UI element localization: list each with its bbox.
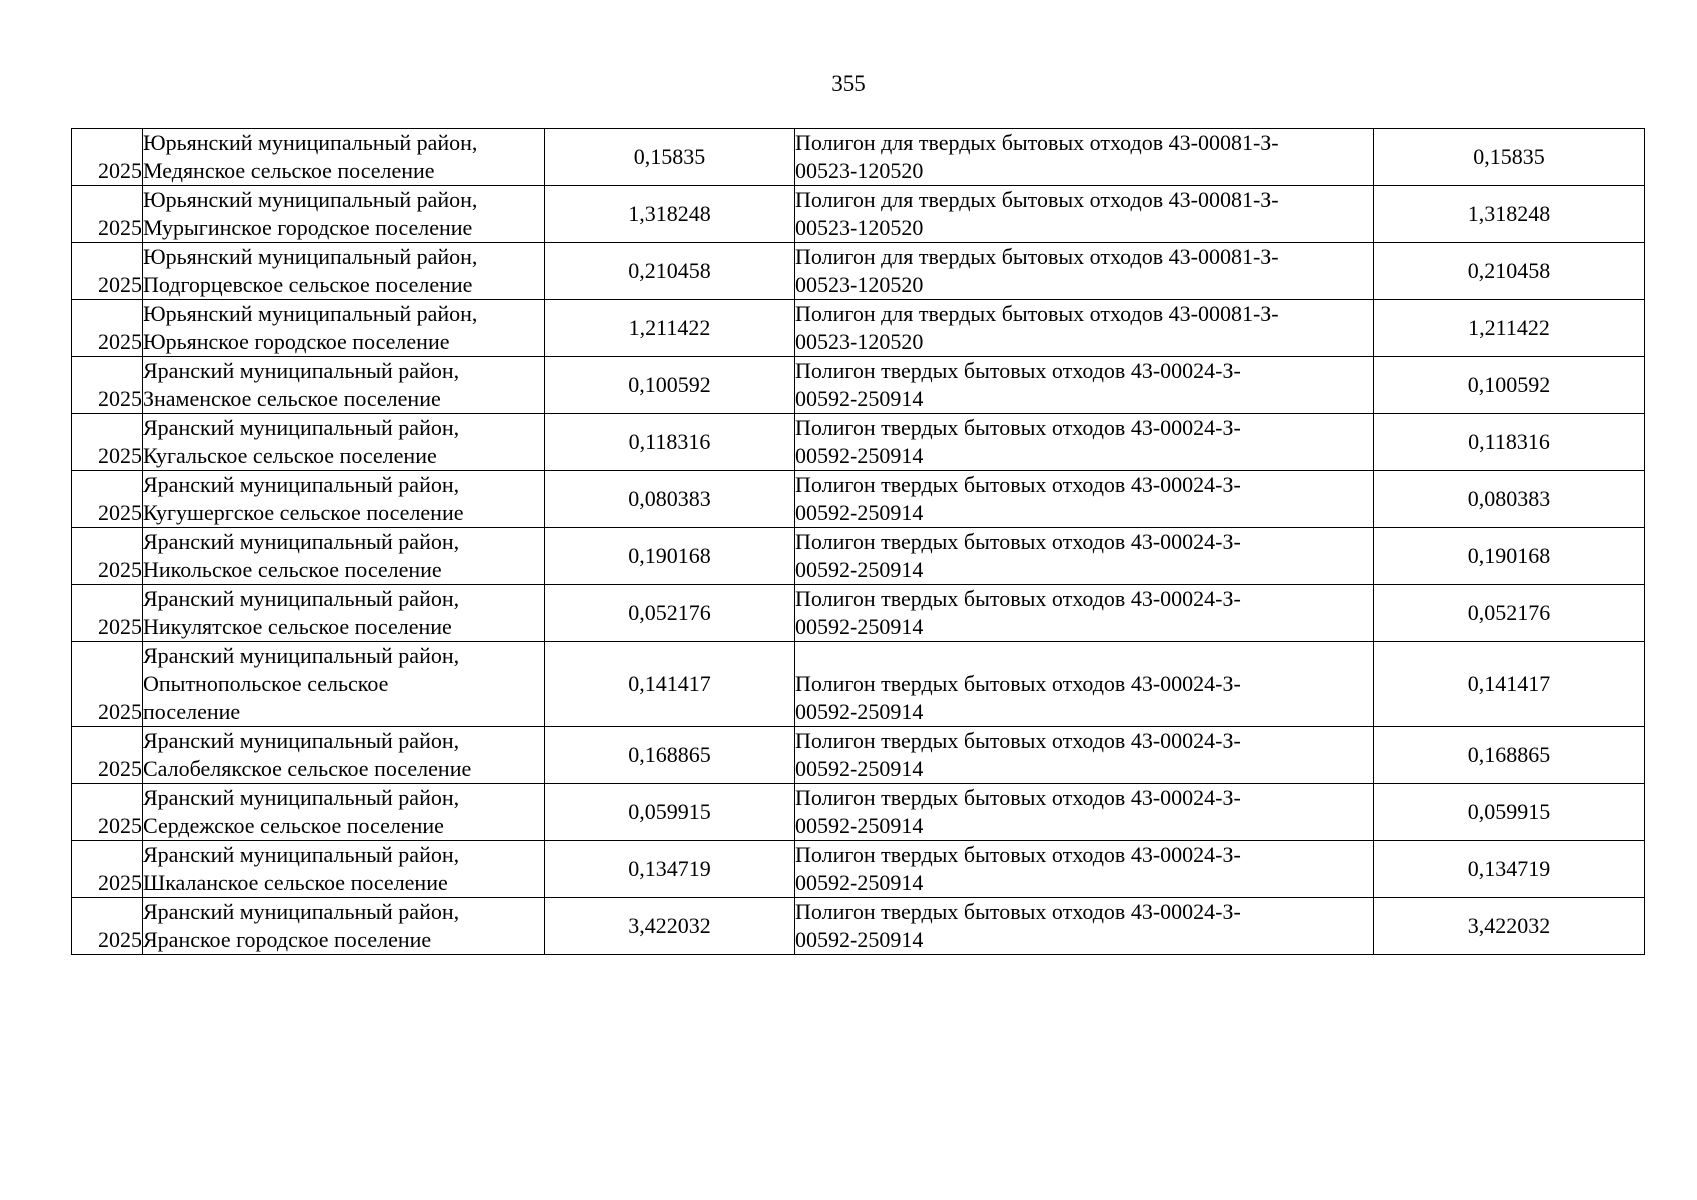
year-cell: 2025 (72, 841, 143, 898)
year-cell: 2025 (72, 898, 143, 955)
facility-cell (795, 642, 1374, 727)
facility-name: Полигон твердых бытовых отходов 43-00024-З- (795, 529, 1241, 554)
facility-name: Полигон твердых бытовых отходов 43-00024-З- (795, 842, 1241, 867)
municipality-cell (143, 129, 545, 186)
mass-total-cell: 0,052176 (1374, 585, 1645, 642)
mass-cell: 3,422032 (545, 898, 795, 955)
municipality-cell (143, 471, 545, 528)
facility-code: 00592-250914 (795, 557, 924, 582)
year-cell: 2025 (72, 300, 143, 357)
municipality-settlement: Юрьянское городское поселение (143, 329, 450, 354)
municipality-settlement: Кугушергское сельское поселение (143, 500, 464, 525)
mass-total-cell: 1,318248 (1374, 186, 1645, 243)
mass-cell: 0,080383 (545, 471, 795, 528)
facility-cell (795, 243, 1374, 300)
municipality-district: Юрьянский муниципальный район, (143, 130, 478, 155)
municipality-settlement: Медянское сельское поселение (143, 158, 435, 183)
facility-code: 00592-250914 (795, 614, 924, 639)
facility-code: 00592-250914 (795, 813, 924, 838)
mass-cell: 0,052176 (545, 585, 795, 642)
facility-cell (795, 784, 1374, 841)
year-cell: 2025 (72, 129, 143, 186)
mass-total-cell: 0,190168 (1374, 528, 1645, 585)
page-number: 355 (831, 71, 866, 96)
mass-cell: 0,100592 (545, 357, 795, 414)
year-cell: 2025 (72, 243, 143, 300)
municipality-cell (143, 300, 545, 357)
municipality-cell (143, 898, 545, 955)
mass-total-cell: 1,211422 (1374, 300, 1645, 357)
facility-cell (795, 898, 1374, 955)
municipality-district: Яранский муниципальный район, (143, 586, 460, 611)
municipality-cell (143, 841, 545, 898)
municipality-settlement: Подгорцевское сельское поселение (143, 272, 473, 297)
facility-name: Полигон для твердых бытовых отходов 43-00081-З- (795, 244, 1279, 269)
municipality-district: Яранский муниципальный район, (143, 899, 460, 924)
facility-code: 00592-250914 (795, 699, 924, 724)
table-row (72, 898, 1645, 955)
municipality-district: Яранский муниципальный район, (143, 785, 460, 810)
facility-name: Полигон твердых бытовых отходов 43-00024-З- (795, 728, 1241, 753)
municipality-cell (143, 528, 545, 585)
municipality-cell (143, 642, 545, 727)
table-row (72, 727, 1645, 784)
year-cell: 2025 (72, 784, 143, 841)
mass-total-cell: 0,059915 (1374, 784, 1645, 841)
facility-cell (795, 357, 1374, 414)
municipality-district: Яранский муниципальный район, (143, 529, 460, 554)
facility-code: 00523-120520 (795, 158, 924, 183)
mass-total-cell: 0,15835 (1374, 129, 1645, 186)
mass-total-cell: 0,168865 (1374, 727, 1645, 784)
year-cell: 2025 (72, 528, 143, 585)
municipality-cell (143, 414, 545, 471)
mass-total-cell: 0,134719 (1374, 841, 1645, 898)
facility-name: Полигон твердых бытовых отходов 43-00024-З- (795, 415, 1241, 440)
municipality-settlement: Яранское городское поселение (143, 927, 432, 952)
facility-name: Полигон для твердых бытовых отходов 43-00081-З- (795, 301, 1279, 326)
table-row (72, 841, 1645, 898)
table-row (72, 528, 1645, 585)
municipality-district: Яранский муниципальный район, (143, 472, 460, 497)
facility-cell (795, 300, 1374, 357)
table-row (72, 357, 1645, 414)
facility-cell (795, 585, 1374, 642)
table-body (72, 129, 1645, 955)
facility-code: 00592-250914 (795, 756, 924, 781)
municipality-cell (143, 243, 545, 300)
municipality-district: Юрьянский муниципальный район, (143, 244, 478, 269)
municipality-district: Яранский муниципальный район, (143, 415, 460, 440)
table-row (72, 243, 1645, 300)
mass-cell: 0,141417 (545, 642, 795, 727)
facility-name: Полигон твердых бытовых отходов 43-00024-З- (795, 671, 1241, 696)
municipality-cell (143, 585, 545, 642)
year-cell: 2025 (72, 471, 143, 528)
municipality-cell (143, 186, 545, 243)
facility-name: Полигон твердых бытовых отходов 43-00024-З- (795, 586, 1241, 611)
year-cell: 2025 (72, 585, 143, 642)
municipality-district: Яранский муниципальный район, (143, 842, 460, 867)
year-cell: 2025 (72, 186, 143, 243)
facility-cell (795, 727, 1374, 784)
facility-cell (795, 841, 1374, 898)
mass-cell: 0,15835 (545, 129, 795, 186)
municipality-settlement: Сердежское сельское поселение (143, 813, 444, 838)
mass-cell: 0,134719 (545, 841, 795, 898)
facility-name: Полигон твердых бытовых отходов 43-00024-З- (795, 785, 1241, 810)
municipality-settlement: Знаменское сельское поселение (143, 386, 441, 411)
facility-cell (795, 186, 1374, 243)
municipality-settlement: Опытнопольское сельское (143, 671, 389, 696)
facility-code: 00523-120520 (795, 215, 924, 240)
facility-code: 00523-120520 (795, 272, 924, 297)
facility-code: 00592-250914 (795, 386, 924, 411)
facility-name: Полигон для твердых бытовых отходов 43-00081-З- (795, 187, 1279, 212)
municipality-settlement: Кугальское сельское поселение (143, 443, 437, 468)
facility-name: Полигон твердых бытовых отходов 43-00024-З- (795, 358, 1241, 383)
municipality-settlement-cont: поселение (143, 699, 241, 724)
facility-name: Полигон твердых бытовых отходов 43-00024-З- (795, 899, 1241, 924)
table-row (72, 784, 1645, 841)
mass-cell: 0,210458 (545, 243, 795, 300)
waste-table (71, 128, 1645, 955)
facility-cell (795, 471, 1374, 528)
mass-cell: 1,211422 (545, 300, 795, 357)
municipality-cell (143, 727, 545, 784)
table-row (72, 471, 1645, 528)
facility-code: 00592-250914 (795, 443, 924, 468)
mass-cell: 0,168865 (545, 727, 795, 784)
year-cell: 2025 (72, 357, 143, 414)
municipality-settlement: Никулятское сельское поселение (143, 614, 452, 639)
table-row (72, 414, 1645, 471)
mass-total-cell: 0,210458 (1374, 243, 1645, 300)
table-row (72, 642, 1645, 727)
facility-name: Полигон для твердых бытовых отходов 43-00081-З- (795, 130, 1279, 155)
year-cell: 2025 (72, 414, 143, 471)
facility-code: 00592-250914 (795, 870, 924, 895)
mass-cell: 0,059915 (545, 784, 795, 841)
facility-cell (795, 414, 1374, 471)
table-row (72, 129, 1645, 186)
municipality-settlement: Шкаланское сельское поселение (143, 870, 448, 895)
facility-code: 00523-120520 (795, 329, 924, 354)
table-row (72, 186, 1645, 243)
mass-total-cell: 0,100592 (1374, 357, 1645, 414)
mass-total-cell: 0,118316 (1374, 414, 1645, 471)
municipality-cell (143, 357, 545, 414)
municipality-district: Яранский муниципальный район, (143, 643, 460, 668)
facility-code: 00592-250914 (795, 500, 924, 525)
year-cell: 2025 (72, 727, 143, 784)
facility-cell (795, 528, 1374, 585)
municipality-district: Юрьянский муниципальный район, (143, 301, 478, 326)
mass-total-cell: 0,141417 (1374, 642, 1645, 727)
table-row (72, 585, 1645, 642)
municipality-district: Юрьянский муниципальный район, (143, 187, 478, 212)
mass-total-cell: 3,422032 (1374, 898, 1645, 955)
facility-code: 00592-250914 (795, 927, 924, 952)
mass-cell: 0,190168 (545, 528, 795, 585)
table-row (72, 300, 1645, 357)
municipality-settlement: Никольское сельское поселение (143, 557, 442, 582)
municipality-district: Яранский муниципальный район, (143, 358, 460, 383)
municipality-settlement: Мурыгинское городское поселение (143, 215, 473, 240)
facility-name: Полигон твердых бытовых отходов 43-00024-З- (795, 472, 1241, 497)
municipality-district: Яранский муниципальный район, (143, 728, 460, 753)
mass-cell: 0,118316 (545, 414, 795, 471)
mass-cell: 1,318248 (545, 186, 795, 243)
year-cell: 2025 (72, 642, 143, 727)
municipality-cell (143, 784, 545, 841)
mass-total-cell: 0,080383 (1374, 471, 1645, 528)
facility-cell (795, 129, 1374, 186)
municipality-settlement: Салобелякское сельское поселение (143, 756, 472, 781)
